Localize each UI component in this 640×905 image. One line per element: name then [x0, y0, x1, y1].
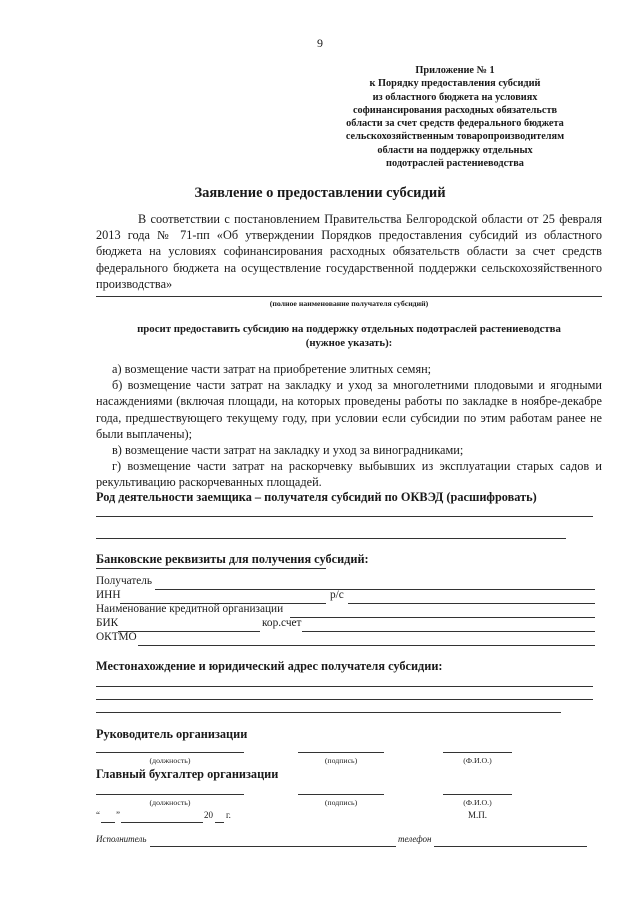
- accountant-signature-line[interactable]: [298, 794, 384, 795]
- head-heading: Руководитель организации: [96, 727, 248, 741]
- executor-label: Исполнитель: [96, 834, 147, 844]
- appendix-line: к Порядку предоставления субсидий: [369, 78, 541, 90]
- head-signature-caption: (подпись): [324, 756, 358, 765]
- document-title: Заявление о предоставлении субсидий: [194, 185, 446, 201]
- accountant-heading: Главный бухгалтер организации: [96, 767, 279, 781]
- intro-paragraph: В соответствии с постановлением Правительства Белгородской области от 25 февраля 2013 года № 71-пп «Об утверждении Порядков предоставления субсидий из областного бюджета на условиях софинансирования расходных обязательств области за счет средств федерального бюджета на осуществление государственной поддержки сельскохозяйственного производства»: [96, 212, 602, 291]
- appendix-line: сельскохозяйственным товаропроизводителям: [345, 131, 565, 143]
- request-block: [96, 322, 602, 350]
- address-line-1[interactable]: [96, 686, 593, 687]
- address-line-3[interactable]: [96, 712, 561, 713]
- recipient-caption: (полное наименование получателя субсидий): [269, 299, 429, 308]
- phone-field[interactable]: [434, 846, 587, 847]
- accountant-name-line[interactable]: [443, 794, 512, 795]
- appendix-line: Приложение № 1: [415, 65, 495, 76]
- appendix-line: подотраслей растениеводства: [386, 158, 524, 170]
- date-quote-open: “: [96, 810, 100, 820]
- bik-field[interactable]: [118, 631, 260, 632]
- appendix-line: софинансирования расходных обязательств: [352, 104, 558, 116]
- head-position-line[interactable]: [96, 752, 244, 753]
- executor-field[interactable]: [150, 846, 396, 847]
- okved-line-2[interactable]: [96, 538, 566, 539]
- oktmo-field[interactable]: [138, 645, 595, 646]
- date-month-field[interactable]: [121, 822, 203, 823]
- head-position-caption: (должность): [149, 756, 191, 765]
- accountant-position-line[interactable]: [96, 794, 244, 795]
- phone-label: телефон: [398, 834, 432, 844]
- appendix-line: области на поддержку отдельных: [377, 144, 533, 156]
- date-day-field[interactable]: [101, 822, 115, 823]
- request-text: просит предоставить субсидию на поддержку отдельных подотраслей растениеводства: [137, 323, 561, 335]
- recipient-name-line[interactable]: [96, 296, 602, 297]
- options-list: [96, 361, 602, 491]
- recipient-field[interactable]: [155, 589, 595, 590]
- bank-heading-underline: [96, 568, 326, 569]
- okved-heading: Род деятельности заемщика – получателя субсидий по ОКВЭД (расшифровать): [96, 490, 537, 504]
- appendix-line: из областного бюджета на условиях: [372, 91, 538, 103]
- date-quote-close: ”: [116, 810, 120, 820]
- recipient-label: Получатель: [96, 575, 153, 587]
- page-number: 9: [317, 36, 323, 50]
- corr-account-field[interactable]: [302, 631, 595, 632]
- accountant-name-caption: (Ф.И.О.): [463, 798, 492, 807]
- head-signature-line[interactable]: [298, 752, 384, 753]
- appendix-line: области за счет средств федерального бюджета: [346, 118, 564, 130]
- bik-label: БИК: [96, 617, 119, 629]
- credit-org-label: Наименование кредитной организации: [96, 603, 284, 615]
- oktmo-label: ОКТМО: [96, 631, 137, 643]
- corr-account-label: кор.счет: [262, 617, 302, 629]
- credit-org-field[interactable]: [290, 617, 595, 618]
- inn-label: ИНН: [96, 589, 121, 601]
- option-item[interactable]: б) возмещение части затрат на закладку и уход за многолетними плодовыми и ягодными насаждениями (включая площади, на которых проведены работы по закладке в ноябре-декабре года, предшествующего текущему году, при условии если субсидии по этим работам ранее не были выплачены);: [96, 378, 602, 441]
- address-line-2[interactable]: [96, 699, 593, 700]
- date-year-suffix: г.: [226, 810, 231, 820]
- option-item[interactable]: г) возмещение части затрат на раскорчевку выбывших из эксплуатации старых садов и рекультивацию раскорчеванных площадей.: [96, 459, 602, 490]
- appendix-block: [330, 64, 580, 170]
- head-name-caption: (Ф.И.О.): [463, 756, 492, 765]
- date-year-prefix: 20: [204, 810, 213, 820]
- accountant-signature-caption: (подпись): [324, 798, 358, 807]
- request-note: (нужное указать):: [305, 337, 393, 349]
- account-label: р/с: [330, 589, 344, 601]
- account-field[interactable]: [348, 603, 595, 604]
- accountant-position-caption: (должность): [149, 798, 191, 807]
- option-item[interactable]: в) возмещение части затрат на закладку и уход за виноградниками;: [112, 443, 464, 458]
- address-heading: Местонахождение и юридический адрес получателя субсидии:: [96, 659, 443, 673]
- bank-heading: Банковские реквизиты для получения субсидий:: [96, 552, 369, 566]
- date-year-field[interactable]: [215, 822, 224, 823]
- okved-line-1[interactable]: [96, 516, 593, 517]
- head-name-line[interactable]: [443, 752, 512, 753]
- stamp-label: М.П.: [467, 810, 487, 820]
- option-item[interactable]: а) возмещение части затрат на приобретение элитных семян;: [112, 362, 432, 376]
